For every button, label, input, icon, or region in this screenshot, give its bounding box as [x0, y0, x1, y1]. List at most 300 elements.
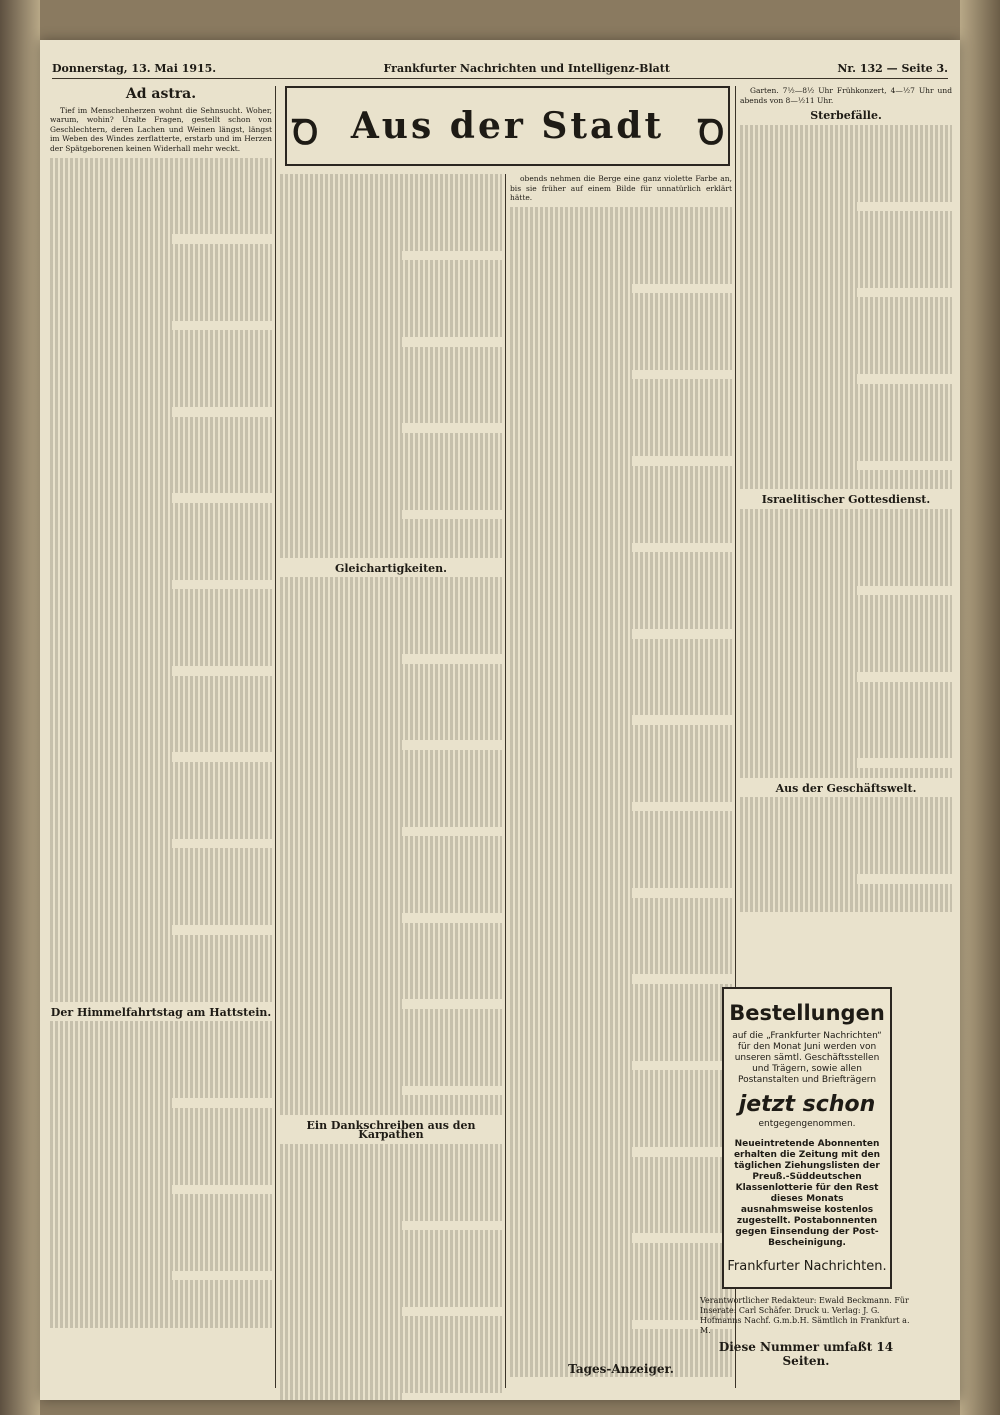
text-line — [510, 456, 632, 466]
text-line — [280, 587, 502, 597]
text-line — [50, 1137, 272, 1147]
text-line — [740, 422, 952, 432]
text-line — [50, 311, 272, 321]
text-line — [50, 388, 272, 398]
text-line — [510, 1185, 732, 1195]
text-line — [280, 1067, 502, 1077]
ad-emphasis: jetzt schon — [738, 1092, 876, 1117]
text-line — [510, 447, 732, 457]
text-line — [510, 1291, 732, 1301]
text-line — [50, 301, 272, 311]
text-line — [280, 366, 502, 376]
text-line — [740, 441, 952, 451]
text-line — [280, 1240, 502, 1250]
text-line — [50, 954, 272, 964]
text-line — [280, 500, 502, 510]
text-line — [50, 868, 272, 878]
text-line — [50, 426, 272, 436]
article-heading: Sterbefälle. — [810, 109, 882, 123]
text-line — [50, 407, 172, 417]
text-line — [280, 529, 502, 539]
text-line — [510, 1272, 732, 1282]
text-line — [510, 1300, 732, 1310]
text-line — [740, 691, 952, 701]
text-line — [510, 696, 732, 706]
ad-text: auf die „Frankfurter Nachrichten“ für den Monat Juni werden von unseren sämtl. Geschäftsstellen und Trägern, sowie allen Postanstalten und Briefträgern — [732, 1031, 882, 1085]
text-line — [280, 645, 502, 655]
text-line — [280, 270, 502, 280]
text-line — [280, 328, 502, 338]
text-line — [740, 739, 952, 749]
text-line — [50, 1309, 272, 1319]
text-line — [510, 1070, 732, 1080]
text-line — [50, 820, 272, 830]
text-line — [50, 445, 272, 455]
text-line — [50, 1069, 272, 1079]
text-line — [510, 312, 732, 322]
text-line — [50, 704, 272, 714]
text-line — [50, 167, 272, 177]
text-line — [280, 222, 502, 232]
text-line — [280, 1028, 502, 1038]
text-line — [280, 356, 502, 366]
text-line — [510, 1109, 732, 1119]
text-line — [510, 782, 732, 792]
article-text: Garten. 7½—8½ Uhr Frühkonzert, 4—½7 Uhr und abends von 8—½11 Uhr. — [740, 86, 952, 105]
text-line — [740, 653, 952, 663]
text-line — [280, 174, 502, 184]
text-line — [280, 952, 502, 962]
text-line — [50, 781, 272, 791]
text-line — [50, 513, 272, 523]
text-line — [510, 850, 732, 860]
text-line — [510, 1243, 732, 1253]
text-line — [280, 740, 402, 750]
text-line — [50, 695, 272, 705]
header-paper: Frankfurter Nachrichten und Intelligenz-Blatt — [383, 62, 670, 75]
text-line — [740, 202, 857, 212]
text-line — [740, 807, 952, 817]
text-line — [50, 752, 172, 762]
text-line — [510, 1310, 732, 1320]
text-line — [510, 840, 732, 850]
text-line — [280, 212, 502, 222]
text-line — [510, 466, 732, 476]
text-line — [50, 599, 272, 609]
text-line — [740, 384, 952, 394]
text-line — [740, 855, 952, 865]
text-line — [740, 259, 952, 269]
subscription-ad — [722, 987, 892, 1289]
text-line — [510, 763, 732, 773]
text-line — [740, 345, 952, 355]
text-line — [740, 643, 952, 653]
text-line — [50, 1117, 272, 1127]
text-line — [50, 724, 272, 734]
text-line — [50, 1031, 272, 1041]
text-line — [740, 192, 952, 202]
text-line — [280, 664, 502, 674]
text-line — [280, 433, 502, 443]
text-line — [280, 203, 502, 213]
article-heading: Aus der Geschäftswelt. — [775, 781, 917, 795]
text-line — [280, 817, 502, 827]
text-line — [280, 1105, 502, 1115]
text-line — [50, 254, 272, 264]
text-line — [280, 1259, 502, 1269]
text-line — [740, 586, 857, 596]
text-line — [740, 125, 952, 135]
text-line — [740, 614, 952, 624]
text-line — [510, 1166, 732, 1176]
text-line — [510, 1281, 732, 1291]
text-line — [740, 864, 952, 874]
text-line — [280, 808, 502, 818]
text-line — [280, 519, 502, 529]
text-line — [740, 893, 952, 903]
text-line — [280, 635, 502, 645]
text-line — [510, 1022, 732, 1032]
text-line — [740, 173, 952, 183]
text-line — [50, 915, 272, 925]
article-body — [280, 174, 502, 558]
text-line — [740, 605, 952, 615]
header-date: Donnerstag, 13. Mai 1915. — [52, 62, 217, 75]
text-line — [50, 465, 272, 475]
text-line — [50, 628, 272, 638]
text-line — [280, 999, 402, 1009]
text-line — [280, 1038, 502, 1048]
text-line — [510, 639, 732, 649]
text-line — [280, 1173, 502, 1183]
article-body — [740, 509, 952, 778]
text-line — [510, 802, 632, 812]
article-body — [740, 797, 952, 912]
text-line — [510, 274, 732, 284]
text-line — [280, 1192, 502, 1202]
text-line — [280, 1269, 502, 1279]
text-line — [280, 683, 502, 693]
text-line — [510, 821, 732, 831]
text-line — [510, 1214, 732, 1224]
text-line — [50, 810, 272, 820]
text-line — [510, 965, 732, 975]
text-line — [50, 493, 172, 503]
text-line — [510, 744, 732, 754]
text-line — [50, 455, 272, 465]
text-line — [740, 355, 952, 365]
text-line — [280, 1163, 502, 1173]
text-line — [50, 1098, 172, 1108]
text-line — [510, 734, 732, 744]
text-line — [510, 773, 732, 783]
text-line — [280, 712, 502, 722]
text-line — [50, 1204, 272, 1214]
text-line — [280, 673, 502, 683]
text-line — [280, 779, 502, 789]
text-line — [50, 858, 272, 868]
text-line — [740, 682, 952, 692]
text-line — [280, 990, 502, 1000]
text-line — [510, 600, 732, 610]
text-line — [280, 443, 502, 453]
text-line — [280, 692, 502, 702]
text-line — [50, 1060, 272, 1070]
text-line — [510, 1176, 732, 1186]
text-line — [50, 772, 272, 782]
text-line — [510, 946, 732, 956]
text-line — [50, 1165, 272, 1175]
text-line — [740, 288, 857, 298]
text-line — [280, 318, 502, 328]
text-line — [50, 637, 272, 647]
text-line — [50, 474, 272, 484]
text-line — [510, 1099, 732, 1109]
text-line — [510, 1089, 732, 1099]
text-line — [740, 874, 857, 884]
text-line — [740, 826, 952, 836]
text-line — [510, 1137, 732, 1147]
text-line — [740, 269, 952, 279]
text-line — [740, 845, 952, 855]
column-3 — [510, 174, 732, 1400]
text-line — [510, 1003, 732, 1013]
text-line — [50, 685, 272, 695]
text-line — [510, 543, 632, 553]
text-line — [280, 539, 502, 549]
text-line — [50, 935, 272, 945]
text-line — [740, 221, 952, 231]
text-line — [280, 510, 402, 520]
article-text: Tief im Menschenherzen wohnt die Sehnsucht. Woher, warum, wohin? Uralte Fragen, gestellt schon von Geschlechtern, deren Lachen und Weinen längst, längst im Weben des Windes zerflatterte, erstarb und im Herzen der Spätgeborenen keinen Widerhall mehr weckt. — [50, 105, 272, 153]
text-line — [740, 768, 952, 778]
article-body — [280, 577, 502, 1114]
column-2 — [280, 174, 502, 1400]
text-line — [510, 926, 732, 936]
text-line — [280, 1278, 502, 1288]
article-heading: Israelitischer Gottesdienst. — [761, 493, 931, 507]
text-line — [50, 1271, 172, 1281]
article-text: obends nehmen die Berge eine ganz violette Farbe an, bis sie früher auf einem Bilde für unnatürlich erklärt hätte. — [510, 174, 732, 203]
text-line — [510, 1205, 732, 1215]
text-line — [280, 414, 502, 424]
text-line — [50, 906, 272, 916]
page-edge-right — [960, 0, 1000, 1415]
text-line — [740, 317, 952, 327]
text-line — [510, 1061, 632, 1071]
text-line — [280, 769, 502, 779]
text-line — [50, 1089, 272, 1099]
text-line — [50, 263, 272, 273]
text-line — [50, 992, 272, 1002]
text-line — [510, 485, 732, 495]
text-line — [50, 215, 272, 225]
text-line — [510, 562, 732, 572]
text-line — [50, 1021, 272, 1031]
text-line — [280, 760, 502, 770]
ad-title: Bestellungen — [729, 1001, 885, 1025]
text-line — [280, 856, 502, 866]
text-line — [510, 1348, 732, 1358]
text-line — [740, 710, 952, 720]
text-line — [510, 811, 732, 821]
text-line — [510, 1128, 732, 1138]
text-line — [510, 552, 732, 562]
text-line — [510, 360, 732, 370]
article-body — [740, 125, 952, 490]
text-line — [740, 730, 952, 740]
text-line — [510, 667, 732, 677]
text-line — [50, 570, 272, 580]
text-line — [740, 240, 952, 250]
text-line — [740, 374, 857, 384]
text-line — [280, 1221, 402, 1231]
text-line — [740, 595, 952, 605]
text-line — [510, 475, 732, 485]
text-line — [510, 370, 632, 380]
text-line — [510, 1157, 732, 1167]
text-line — [510, 581, 732, 591]
text-line — [740, 634, 952, 644]
imprint: Verantwortlicher Redakteur: Ewald Beckmann. Für Inserate: Carl Schäfer. Druck u. Verlag: J. G. Hofmanns Nachf. G.m.b.H. Sämtlich in Frankfurt a. M. — [700, 1296, 910, 1335]
text-line — [280, 597, 502, 607]
text-line — [280, 1326, 502, 1336]
text-line — [280, 875, 502, 885]
text-line — [50, 1232, 272, 1242]
text-line — [510, 322, 732, 332]
text-line — [510, 591, 732, 601]
text-line — [740, 884, 952, 894]
text-line — [740, 758, 857, 768]
text-line — [50, 541, 272, 551]
text-line — [280, 1095, 502, 1105]
text-line — [280, 548, 502, 558]
text-line — [510, 1233, 632, 1243]
text-line — [280, 1364, 502, 1374]
text-line — [280, 385, 502, 395]
text-line — [510, 351, 732, 361]
text-line — [510, 264, 732, 274]
text-line — [50, 292, 272, 302]
text-line — [50, 417, 272, 427]
text-line — [50, 397, 272, 407]
text-line — [740, 144, 952, 154]
article-heading: Ad astra. — [125, 86, 197, 102]
text-line — [510, 1339, 732, 1349]
text-line — [50, 656, 272, 666]
text-line — [280, 1288, 502, 1298]
text-line — [510, 1195, 732, 1205]
text-line — [280, 1393, 402, 1400]
text-line — [280, 184, 502, 194]
text-line — [50, 714, 272, 724]
text-line — [50, 839, 172, 849]
text-line — [510, 504, 732, 514]
text-line — [50, 925, 172, 935]
text-line — [50, 484, 272, 494]
text-line — [280, 1355, 502, 1365]
text-line — [280, 923, 502, 933]
text-line — [280, 375, 502, 385]
text-line — [510, 677, 732, 687]
text-line — [280, 280, 502, 290]
text-line — [510, 869, 732, 879]
text-line — [50, 359, 272, 369]
text-line — [280, 913, 402, 923]
text-line — [510, 236, 732, 246]
text-line — [280, 1086, 402, 1096]
text-line — [280, 1153, 502, 1163]
text-line — [740, 278, 952, 288]
text-line — [280, 961, 502, 971]
text-line — [50, 1041, 272, 1051]
text-line — [510, 878, 732, 888]
text-line — [50, 963, 272, 973]
text-line — [510, 1147, 632, 1157]
page-footer: Diese Nummer umfaßt 14 Seiten. — [718, 1340, 894, 1368]
text-line — [280, 798, 502, 808]
text-line — [280, 1316, 502, 1326]
page-header — [52, 62, 948, 79]
text-line — [510, 1224, 732, 1234]
text-line — [740, 403, 952, 413]
text-line — [50, 1127, 272, 1137]
text-line — [50, 1175, 272, 1185]
text-line — [510, 226, 732, 236]
ornament-right: Ꝺ — [698, 113, 725, 153]
text-line — [50, 234, 172, 244]
text-line — [510, 293, 732, 303]
text-line — [280, 884, 502, 894]
text-line — [510, 389, 732, 399]
text-line — [280, 1374, 502, 1384]
text-line — [280, 846, 502, 856]
text-line — [50, 1290, 272, 1300]
text-line — [280, 289, 502, 299]
text-line — [510, 888, 632, 898]
ad-text: Neueintretende Abonnenten erhalten die Zeitung mit den täglichen Ziehungslisten der Preuß.-Süddeutschen Klassenlotterie für den Rest dieses Monats ausnahmsweise kostenlos zugestellt. Postabonnenten gegen Einsendung der Post-Bescheinigung. — [733, 1139, 881, 1248]
tages-anzeiger-heading: Tages-Anzeiger. — [568, 1362, 674, 1376]
text-line — [280, 1384, 502, 1394]
text-line — [50, 791, 272, 801]
text-line — [510, 437, 732, 447]
article-body — [50, 1021, 272, 1328]
text-line — [50, 887, 272, 897]
text-line — [740, 701, 952, 711]
text-line — [740, 547, 952, 557]
text-line — [50, 762, 272, 772]
text-line — [50, 733, 272, 743]
text-line — [50, 1156, 272, 1166]
text-line — [740, 297, 952, 307]
text-line — [50, 1300, 272, 1310]
text-line — [50, 1242, 272, 1252]
text-line — [740, 720, 952, 730]
text-line — [740, 230, 952, 240]
text-line — [280, 942, 502, 952]
text-line — [280, 1057, 502, 1067]
text-line — [740, 576, 952, 586]
text-line — [50, 330, 272, 340]
text-line — [740, 393, 952, 403]
text-line — [510, 1118, 732, 1128]
text-line — [510, 648, 732, 658]
text-line — [740, 154, 952, 164]
text-line — [50, 877, 272, 887]
text-line — [510, 303, 732, 313]
text-line — [50, 1252, 272, 1262]
text-line — [280, 232, 502, 242]
